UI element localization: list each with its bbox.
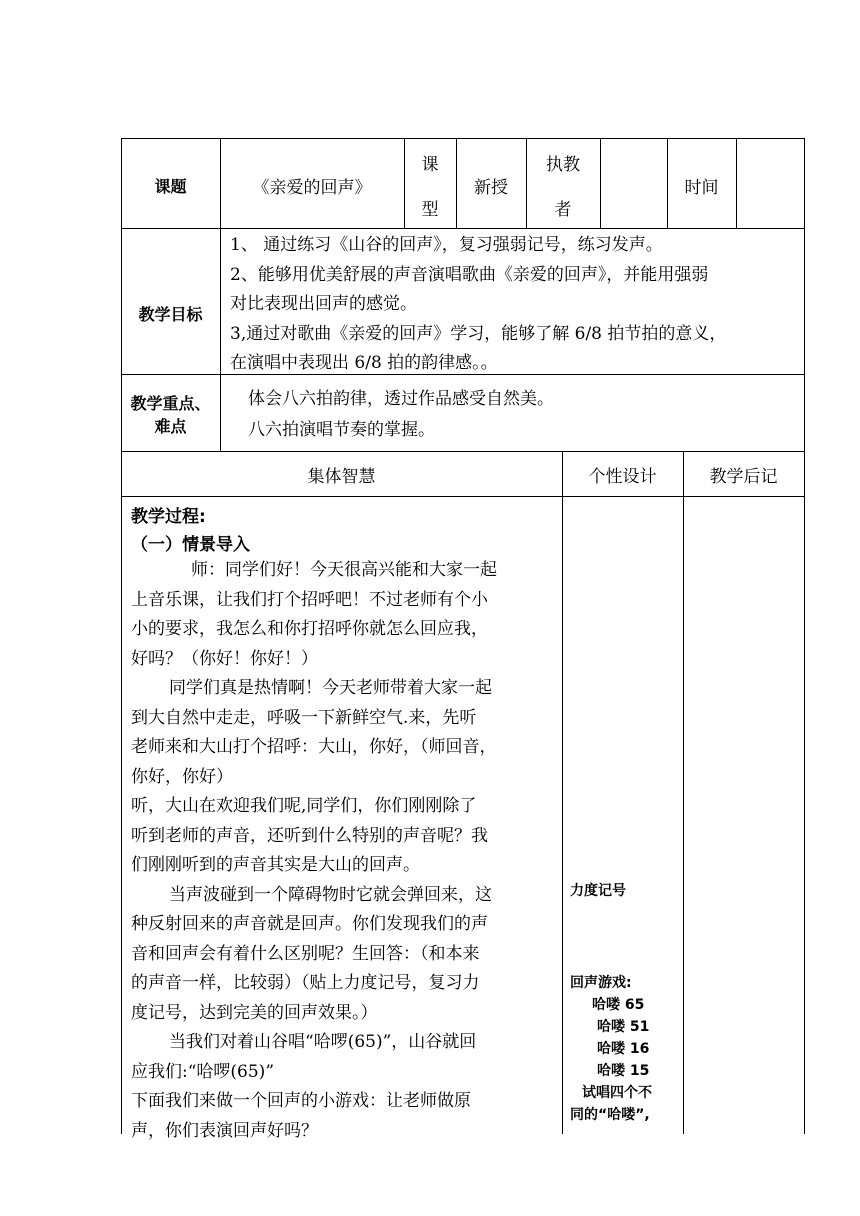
process-heading: 教学过程: xyxy=(131,507,206,527)
process-line: 听，大山在欢迎我们呢,同学们，你们刚刚除了 xyxy=(131,796,477,816)
process-line: 听到老师的声音，还听到什么特别的声音呢？我 xyxy=(131,825,488,846)
goal-line: 1、 通过练习《山谷的回声》，复习强弱记号，练习发声。 xyxy=(230,235,663,255)
goals-text xyxy=(230,231,800,379)
time-label: 时间 xyxy=(684,178,719,198)
type-label-line1: 课 xyxy=(421,155,439,175)
section-heading: （一）情景导入 xyxy=(131,535,250,555)
process-body xyxy=(131,556,555,1146)
echo-game-title: 回声游戏: xyxy=(570,975,632,991)
process-line: 们刚刚听到的声音其实是大山的回声。 xyxy=(131,855,420,875)
process-line: 当我们对着山谷唱“哈啰(65)”，山谷就回 xyxy=(169,1032,477,1052)
goals-label: 教学目标 xyxy=(138,305,203,324)
goal-line: 2、能够用优美舒展的声音演唱歌曲《亲爱的回声》，并能用强弱 xyxy=(230,264,709,285)
echo-game-item: 哈喽 16 xyxy=(597,1041,650,1057)
try-sing-note-line2: 同的“哈喽”, xyxy=(570,1107,650,1123)
process-line: 到大自然中走走，呼吸一下新鲜空气.来，先听 xyxy=(131,707,477,728)
process-line: 种反射回来的声音就是回声。你们发现我们的声 xyxy=(131,914,488,934)
topic-label: 课题 xyxy=(154,177,187,196)
process-line: 应我们:“哈啰(65)” xyxy=(131,1061,275,1082)
goal-line: 在演唱中表现出 6/8 拍的韵律感。。 xyxy=(230,353,498,373)
process-line: 下面我们来做一个回声的小游戏：让老师做原 xyxy=(131,1091,471,1111)
teacher-label-line2: 者 xyxy=(554,200,572,220)
dynamics-note: 力度记号 xyxy=(570,883,626,899)
process-line: 的声音一样，比较弱）（贴上力度记号，复习力 xyxy=(131,973,480,993)
topic-value: 《亲爱的回声》 xyxy=(252,178,372,198)
echo-game-item: 哈喽 51 xyxy=(597,1019,650,1035)
key-point-line: 八六拍演唱节奏的掌握。 xyxy=(248,420,435,440)
personal-column-header: 个性设计 xyxy=(588,467,657,487)
type-value: 新授 xyxy=(474,178,508,198)
collective-column-header: 集体智慧 xyxy=(307,467,376,487)
process-line: 当声波碰到一个障碍物时它就会弹回来，这 xyxy=(169,884,492,905)
key-point-line: 体会八六拍韵律，透过作品感受自然美。 xyxy=(248,389,554,409)
process-line: 度记号，达到完美的回声效果。） xyxy=(131,1002,378,1023)
type-label-line2: 型 xyxy=(421,200,439,220)
key-points-text xyxy=(248,384,798,446)
process-line: 好吗？（你好！你好！） xyxy=(131,648,318,669)
process-line: 老师来和大山打个招呼：大山，你好，（师回音， xyxy=(131,737,497,757)
process-line: 上音乐课，让我们打个招呼吧！不过老师有个小 xyxy=(131,589,488,610)
process-line: 小的要求，我怎么和你打招呼你就怎么回应我， xyxy=(131,619,488,639)
try-sing-note-line1: 试唱四个不 xyxy=(582,1085,652,1101)
notes-column-header: 教学后记 xyxy=(709,467,778,487)
echo-game-item: 哈喽 65 xyxy=(592,997,645,1013)
process-line: 声，你们表演回声好吗？ xyxy=(131,1120,318,1141)
process-line: 师：同学们好！今天很高兴能和大家一起 xyxy=(191,560,497,580)
key-points-label-line2: 难点 xyxy=(154,417,187,436)
goal-line: 3,通过对歌曲《亲爱的回声》学习，能够了解 6/8 拍节拍的意义， xyxy=(230,323,727,344)
echo-game-item: 哈喽 15 xyxy=(597,1063,650,1079)
goal-line: 对比表现出回声的感觉。 xyxy=(230,294,417,314)
process-line: 音和回声会有着什么区别呢？生回答：（和本来 xyxy=(131,943,480,964)
teacher-label-line1: 执教 xyxy=(546,155,580,175)
process-line: 你好，你好） xyxy=(131,766,233,787)
key-points-label-line1: 教学重点、 xyxy=(130,394,211,413)
process-line: 同学们真是热情啊！今天老师带着大家一起 xyxy=(169,678,492,698)
